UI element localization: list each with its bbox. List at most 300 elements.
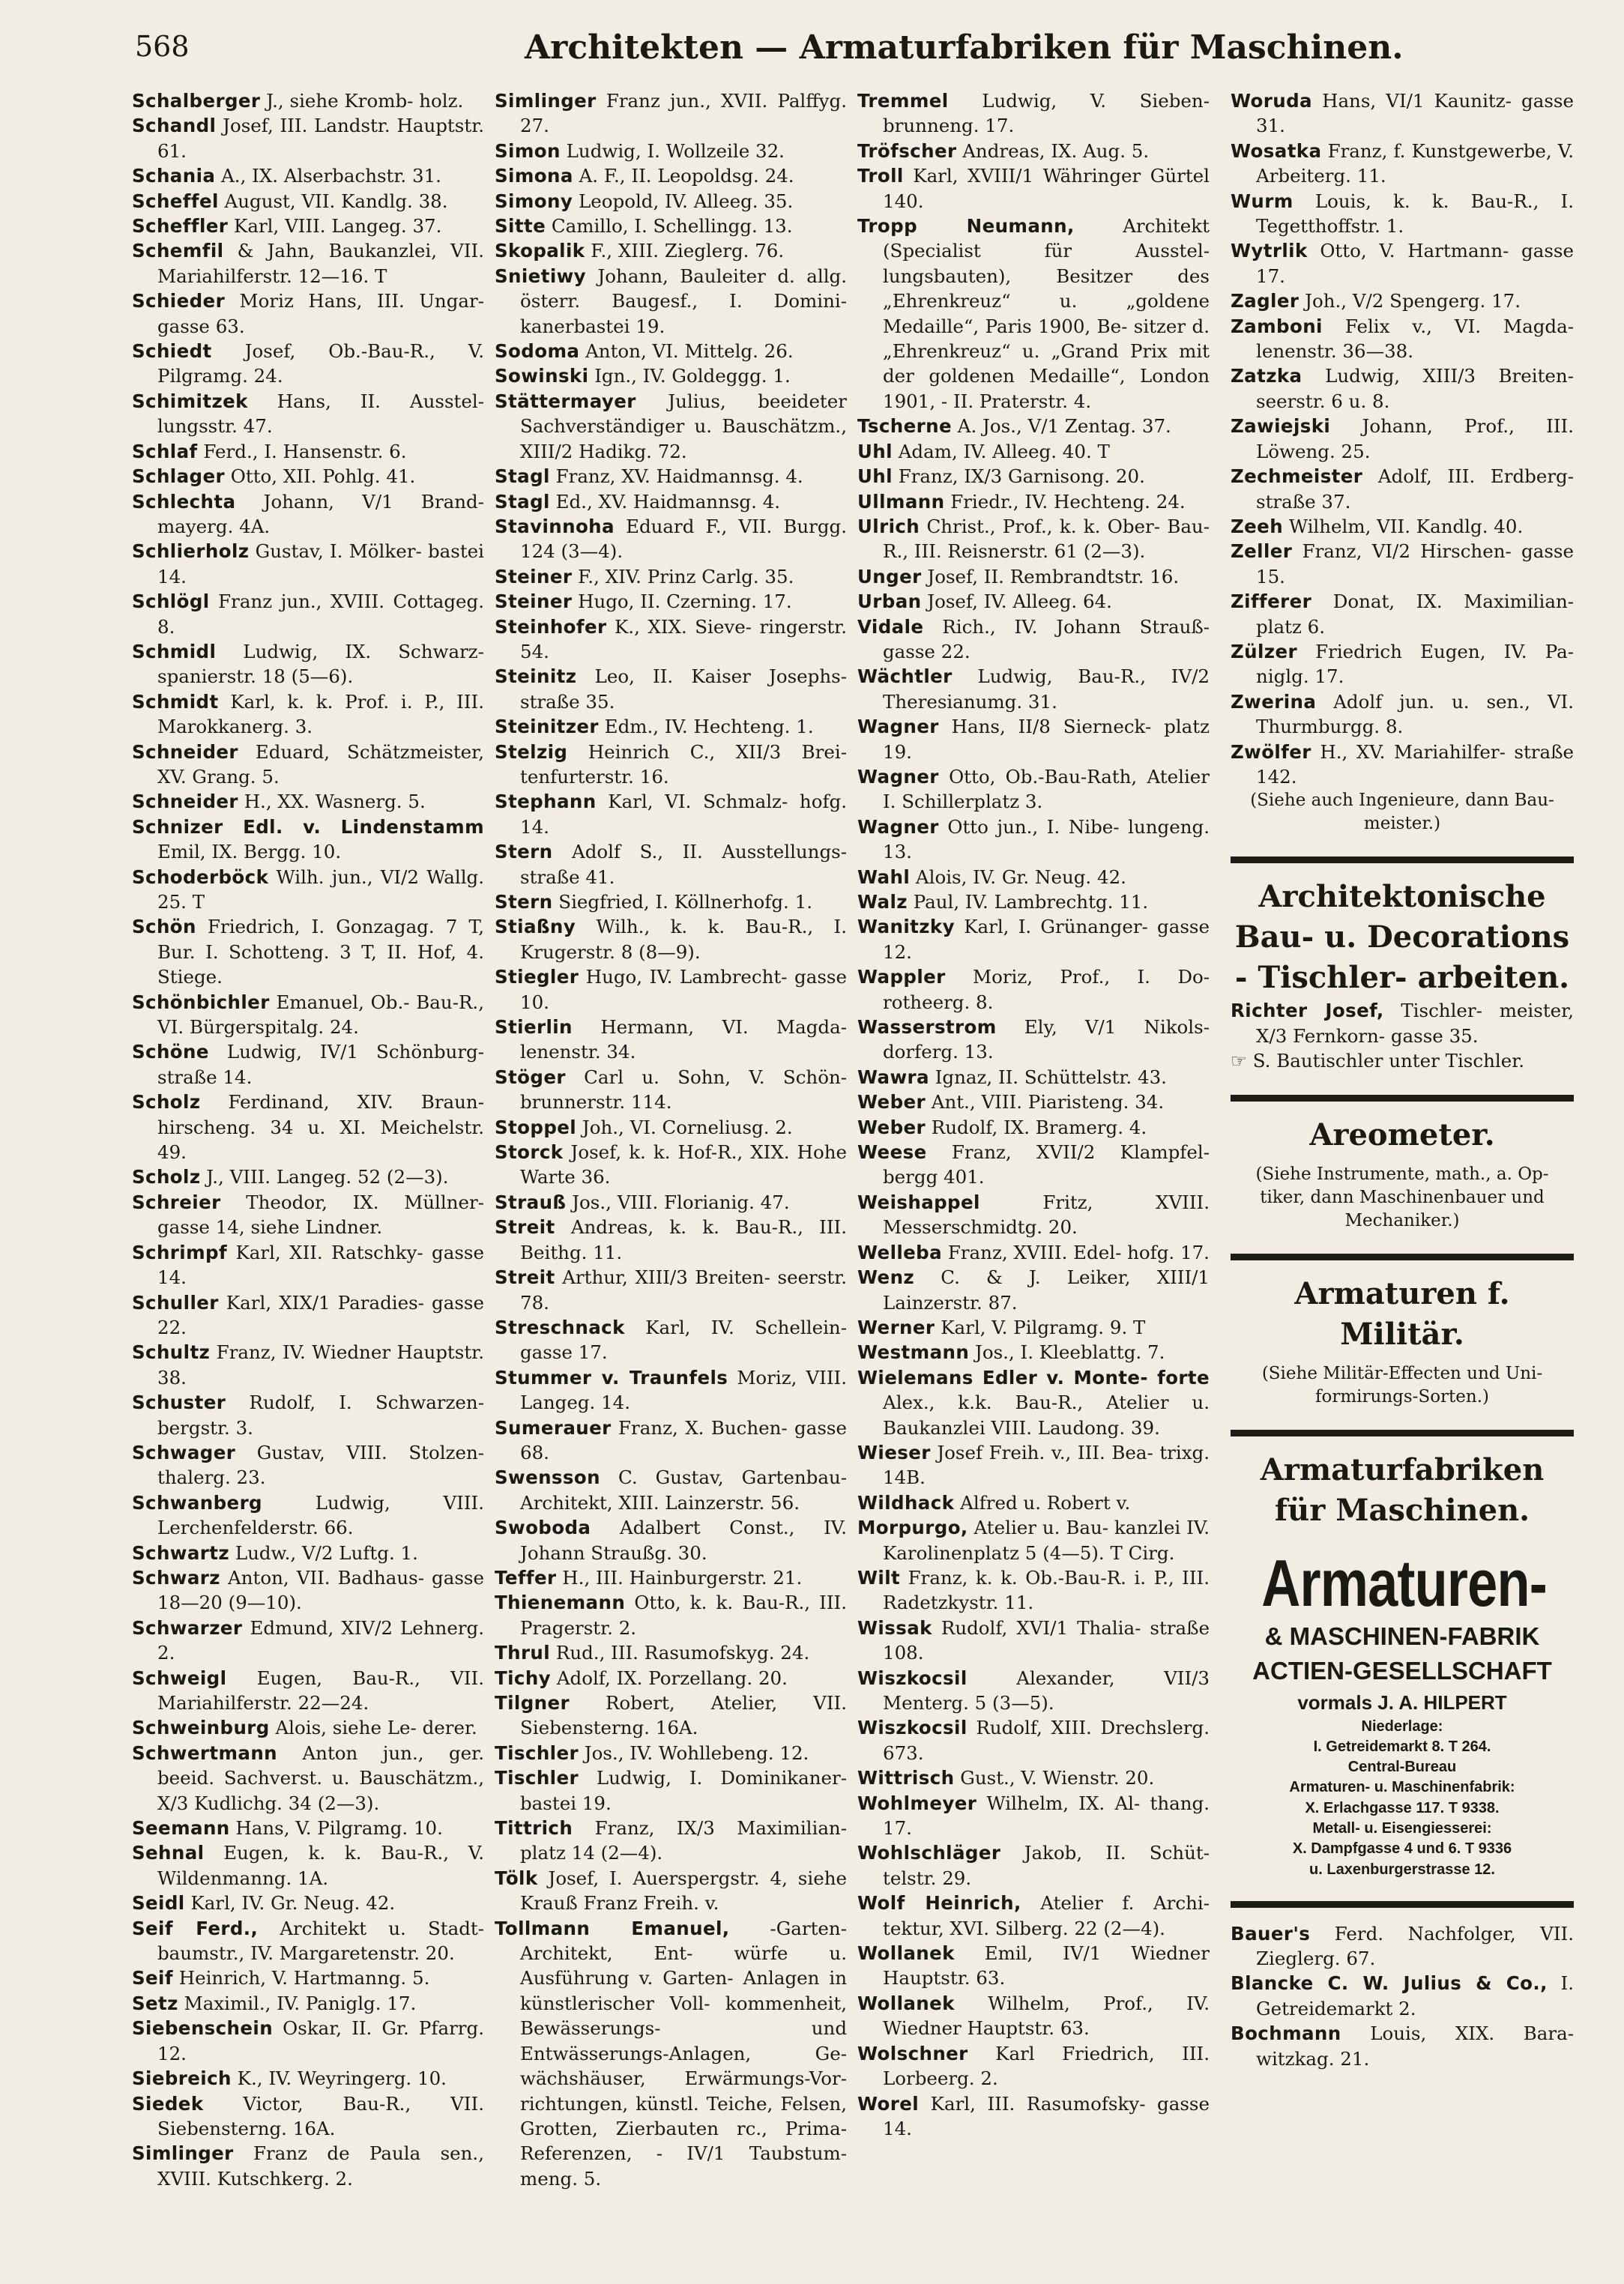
directory-entry <box>132 1440 484 1490</box>
directory-entry <box>495 1416 847 1466</box>
directory-entry <box>495 789 847 839</box>
directory-entry <box>132 689 484 740</box>
entry-details: Hans, VI/1 Kaunitz- gasse 31. <box>1256 90 1574 137</box>
cross-reference-note: (Siehe auch Ingenieure, dann Bau- meister.) <box>1250 791 1554 834</box>
directory-entry <box>495 1590 847 1640</box>
directory-entry <box>1231 189 1574 239</box>
section-heading-areometer: Areometer. <box>1309 1117 1495 1152</box>
entry-name: Ullmann <box>857 490 945 513</box>
entry-name: Wohlschläger <box>857 1842 1001 1864</box>
entry-name: Seidl <box>132 1892 185 1915</box>
entry-details: Maximil., IV. Paniglg. 17. <box>178 1992 417 2014</box>
entry-name: Unger <box>857 565 922 587</box>
entry-name: Bochmann <box>1231 2022 1341 2045</box>
directory-entry <box>132 1816 484 1840</box>
entry-name: Schlaf <box>132 440 198 462</box>
entry-details: Alois, siehe Le- derer. <box>269 1717 477 1739</box>
entry-details: Franz, IX/3 Maximilian- platz 14 (2—4). <box>520 1817 847 1864</box>
directory-entry <box>495 564 847 589</box>
entry-name: Wasserstrom <box>857 1016 997 1039</box>
entry-name: Weese <box>857 1141 927 1164</box>
entry-name: Stierlin <box>495 1016 573 1039</box>
entry-details: Arthur, XIII/3 Breiten- seerstr. 78. <box>520 1266 847 1314</box>
advertisement-hilpert <box>1231 1547 1574 1880</box>
entry-name: Wittrisch <box>857 1767 955 1789</box>
entry-name: Schemfil <box>132 240 224 262</box>
directory-entry <box>132 1666 484 1716</box>
ad-label: Niederlage: <box>1361 1717 1443 1735</box>
entry-name: Strauß <box>495 1191 567 1213</box>
directory-entry <box>132 214 484 238</box>
entry-name: Snietiwy <box>495 265 587 287</box>
directory-entry <box>857 489 1210 514</box>
directory-entry <box>857 1140 1210 1190</box>
entry-name: Stagl <box>495 465 550 488</box>
directory-entry <box>495 1265 847 1315</box>
entry-name: Skopalik <box>495 240 585 262</box>
directory-entry <box>132 1741 484 1816</box>
directory-entry <box>495 589 847 614</box>
entry-details: August, VII. Kandlg. 38. <box>218 190 448 212</box>
directory-entry <box>132 539 484 589</box>
column-3 <box>857 88 1210 2141</box>
entry-details: Siegfried, I. Köllnerhofg. 1. <box>552 891 813 913</box>
entry-details: Ludwig, I. Wollzeile 32. <box>560 139 785 162</box>
entry-name: Schwager <box>132 1441 236 1463</box>
page-number: 568 <box>135 30 190 63</box>
entry-details: Adolf S., II. Ausstellungs- straße 41. <box>520 841 847 888</box>
entry-name: Steiner <box>495 565 573 587</box>
directory-entry <box>495 1640 847 1665</box>
directory-entry <box>495 1691 847 1741</box>
directory-entry <box>1231 1921 1574 1972</box>
entry-name: Tichy <box>495 1667 552 1689</box>
entry-name: Stiaßny <box>495 916 576 938</box>
entry-details: Felix v., VI. Magda- lenenstr. 36—38. <box>1256 315 1574 363</box>
entry-name: Zeeh <box>1231 515 1284 537</box>
entry-name: Schmidt <box>132 690 219 713</box>
entry-details: Fritz, XVIII. Messerschmidtg. 20. <box>883 1191 1210 1239</box>
entry-name: Steinitz <box>495 665 577 688</box>
directory-entry <box>857 614 1210 665</box>
entry-details: Hans, II. Ausstel- lungsstr. 47. <box>157 390 484 438</box>
entry-details: Johann, Bauleiter d. allg. österr. Baugesf., I. Domini- kanerbastei 19. <box>520 265 847 337</box>
entry-details: Atelier u. Bau- kanzlei IV. Karolinenplatz 5 (4—5). T Cirg. <box>883 1517 1210 1564</box>
directory-entry <box>495 1741 847 1765</box>
entry-name: Wielemans Edler v. Monte- forte <box>857 1366 1210 1389</box>
entry-name: Simona <box>495 165 573 187</box>
directory-entry <box>857 1240 1210 1265</box>
entry-details: Otto jun., I. Nibe- lungeng. 13. <box>883 815 1210 863</box>
entry-details: Karl, k. k. Prof. i. P., III. Marokkanerg. 3. <box>157 690 484 738</box>
entry-name: Swensson <box>495 1466 600 1489</box>
directory-entry <box>132 238 484 288</box>
entry-details: Karl, I. Grünanger- gasse 12. <box>883 916 1210 963</box>
entry-details: Gustav, I. Mölker- bastei 14. <box>157 540 484 587</box>
directory-entry <box>132 439 484 464</box>
entry-details: H., XX. Wasnerg. 5. <box>238 791 426 813</box>
entry-name: Zwerina <box>1231 690 1317 713</box>
entry-name: Zifferer <box>1231 590 1312 613</box>
directory-entry <box>495 1816 847 1866</box>
directory-entry <box>1231 1971 1574 2021</box>
entry-name: Seemann <box>132 1817 230 1840</box>
directory-entry <box>132 1090 484 1164</box>
directory-entry <box>495 1115 847 1140</box>
entry-details: F., XIII. Zieglerg. 76. <box>585 240 785 262</box>
directory-entry <box>495 1190 847 1215</box>
entry-details: Josef, IV. Alleeg. 64. <box>921 590 1112 613</box>
entry-details: K., XIX. Sieve- ringerstr. 54. <box>520 615 847 662</box>
directory-entry <box>857 1490 1210 1515</box>
entry-details: Theodor, IX. Müllner- gasse 14, siehe Lindner. <box>157 1191 484 1239</box>
entry-name: Schlechta <box>132 490 236 513</box>
entry-name: Wolschner <box>857 2042 968 2064</box>
entry-details: Jos., I. Kleeblattg. 7. <box>969 1341 1165 1364</box>
entry-name: Storck <box>495 1141 564 1164</box>
column-2 <box>495 88 847 2191</box>
directory-entry <box>857 1715 1210 1765</box>
entry-name: Seif <box>132 1967 173 1990</box>
entry-name: Tischler <box>495 1741 579 1764</box>
entry-details: Rudolf, I. Schwarzen- bergstr. 3. <box>157 1392 484 1439</box>
entry-details: Rudolf, IX. Bramerg. 4. <box>926 1116 1147 1138</box>
entry-details: Eduard F., VII. Burgg. 124 (3—4). <box>520 515 847 563</box>
entry-details: Karl, VI. Schmalz- hofg. 14. <box>520 791 847 838</box>
entry-name: Uhl <box>857 440 893 462</box>
directory-entry <box>1231 314 1574 364</box>
entry-name: Uhl <box>857 465 893 488</box>
entry-name: Schnizer Edl. v. Lindenstamm <box>132 815 484 838</box>
directory-entry <box>857 1340 1210 1365</box>
directory-entry <box>857 664 1210 714</box>
entry-details: Eduard, Schätzmeister, XV. Grang. 5. <box>157 740 484 788</box>
entry-details: Josef, I. Auerspergstr. 4, siehe Krauß Franz Freih. v. <box>520 1867 847 1915</box>
entry-details: Joh., V/2 Spengerg. 17. <box>1299 290 1521 312</box>
entry-name: Thienemann <box>495 1592 626 1614</box>
entry-name: Tropp Neumann, <box>857 215 1075 238</box>
entry-name: Zatzka <box>1231 365 1302 387</box>
entry-name: Schlager <box>132 465 225 488</box>
directory-entry <box>132 339 484 389</box>
directory-entry <box>495 839 847 889</box>
entry-name: Wenz <box>857 1266 915 1289</box>
entry-name: Sehnal <box>132 1842 205 1864</box>
directory-entry <box>132 1840 484 1891</box>
entry-details: Oskar, II. Gr. Pfarrg. 12. <box>157 2017 484 2064</box>
entry-details: Otto, V. Hartmann- gasse 17. <box>1256 240 1574 287</box>
directory-entry <box>495 889 847 914</box>
entry-details: Wilhelm, Prof., IV. Wiedner Hauptstr. 63. <box>883 1992 1210 2040</box>
page-heading: Architekten — Armaturfabriken für Maschinen. <box>525 28 1404 67</box>
directory-entry <box>495 389 847 464</box>
entry-name: Schieder <box>132 290 226 312</box>
entry-details: Paul, IV. Lambrechtg. 11. <box>907 891 1149 913</box>
section-divider <box>1231 856 1574 863</box>
entry-name: Schwarzer <box>132 1616 243 1639</box>
directory-entry <box>132 1190 484 1240</box>
directory-entry <box>857 1991 1210 2041</box>
directory-entry <box>857 1065 1210 1090</box>
directory-entry <box>495 964 847 1015</box>
entry-details: Karl, V. Pilgramg. 9. T <box>935 1316 1146 1338</box>
directory-entry <box>857 1315 1210 1340</box>
entry-details: Karl, III. Rasumofsky- gasse 14. <box>883 2092 1210 2139</box>
entry-details: Architekt (Specialist für Ausstel- lungsbauten), Besitzer des „Ehrenkreuz“ u. „goldene Medaille“, Paris 1900, Be- sitzer d. „Ehrenkreuz“ u. „Grand Prix mit der goldenen Medaille“, London 1901, - II. Praterstr. 4. <box>883 215 1210 412</box>
entry-details: Rudolf, XIII. Drechslerg. 673. <box>883 1717 1210 1764</box>
entry-details: Heinrich, V. Hartmanng. 5. <box>172 1967 430 1990</box>
entry-name: Worel <box>857 2092 920 2115</box>
entry-details: K., IV. Weyringerg. 10. <box>231 2067 447 2090</box>
ad-label: Metall- u. Eisengiesserei: <box>1312 1819 1492 1837</box>
entry-name: Schlögl <box>132 590 210 613</box>
directory-entry <box>132 1340 484 1390</box>
entry-details: Franz, f. Kunstgewerbe, V. Arbeiterg. 11. <box>1256 139 1574 187</box>
directory-entry <box>132 1290 484 1341</box>
entry-name: Schönbichler <box>132 991 270 1013</box>
entry-name: Schwartz <box>132 1541 230 1564</box>
entry-details: -Garten-Architekt, Ent- würfe u. Ausführung v. Garten- Anlagen in künstlerischer Voll- kommenheit, Bewässerungs- und Entwässerungs-Anlagen, Ge- wächshäuser, Erwärmungs-Vor- richtungen, künstl. Teiche, Felsen, Grotten, Zierbauten rc., Prima- Referenzen, - IV/1 Taubstum- meng. 5. <box>520 1917 847 2190</box>
ad-line: ACTIEN-GESELLSCHAFT <box>1252 1656 1552 1685</box>
entry-name: Troll <box>857 165 904 187</box>
directory-entry <box>495 1916 847 2191</box>
entry-details: Andreas, IX. Aug. 5. <box>956 139 1150 162</box>
directory-entry <box>1231 689 1574 740</box>
entry-name: Wollanek <box>857 1942 955 1965</box>
section-divider <box>1231 1901 1574 1908</box>
directory-entry <box>495 1515 847 1565</box>
entry-name: Tischler <box>495 1767 579 1789</box>
entry-name: Schweigl <box>132 1667 227 1689</box>
entry-details: Leopold, IV. Alleeg. 35. <box>573 190 794 212</box>
directory-entry <box>857 714 1210 764</box>
directory-entry <box>132 1616 484 1666</box>
entry-details: Anton, VII. Badhaus- gasse 18—20 (9—10). <box>157 1566 484 1614</box>
entry-name: Teffer <box>495 1566 557 1589</box>
directory-entry <box>1231 88 1574 139</box>
entry-details: C. Gustav, Gartenbau- Architekt, XIII. Lainzerstr. 56. <box>520 1466 847 1514</box>
section-heading-bau-tischler: Architektonische Bau- u. Decorations - Tischler- arbeiten. <box>1234 879 1570 996</box>
entry-name: Schmidl <box>132 640 217 662</box>
directory-entry <box>495 264 847 339</box>
directory-entry <box>857 1765 1210 1790</box>
entry-name: Sitte <box>495 215 546 238</box>
entry-details: Ludwig, Bau-R., IV/2 Theresianumg. 31. <box>883 665 1210 713</box>
entry-name: Schiedt <box>132 340 212 363</box>
entry-details: J., siehe Kromb- holz. <box>260 90 464 112</box>
entry-name: Simlinger <box>132 2142 234 2165</box>
ad-line: vormals J. A. HILPERT <box>1297 1691 1507 1714</box>
directory-entry <box>495 1565 847 1590</box>
ad-text: X. Erlachgasse 117. T 9338. <box>1305 1799 1500 1816</box>
entry-details: A. F., II. Leopoldsg. 24. <box>573 165 794 187</box>
entry-details: Franz, XVIII. Edel- hofg. 17. <box>942 1241 1210 1263</box>
entry-details: Alexander, VII/3 Menterg. 5 (3—5). <box>883 1667 1210 1714</box>
entry-details: H., III. Hainburgerstr. 21. <box>556 1566 803 1589</box>
entry-name: Tölk <box>495 1867 538 1889</box>
directory-entry <box>857 1440 1210 1490</box>
entry-details: Josef, k. k. Hof-R., XIX. Hohe Warte 36. <box>520 1141 847 1188</box>
directory-entry <box>857 1365 1210 1440</box>
entry-details: Adalbert Const., IV. Johann Straußg. 30. <box>520 1517 847 1564</box>
entry-name: Schania <box>132 165 216 187</box>
entry-name: Wagner <box>857 815 939 838</box>
entry-name: Schrimpf <box>132 1241 228 1263</box>
directory-entry <box>1231 514 1574 539</box>
directory-entry <box>132 464 484 489</box>
entry-name: Stoppel <box>495 1116 577 1138</box>
entry-details: Friedrich, I. Gonzagag. 7 T, Bur. I. Schotteng. 3 T, II. Hof, 4. Stiege. <box>157 916 484 988</box>
entry-details: Adolf, IX. Porzellang. 20. <box>551 1667 788 1689</box>
directory-entry <box>495 1315 847 1365</box>
entry-details: Karl, IV. Gr. Neug. 42. <box>184 1892 396 1915</box>
entry-name: Wohlmeyer <box>857 1792 977 1814</box>
entry-name: Siedek <box>132 2092 204 2115</box>
directory-entry <box>495 339 847 363</box>
section-divider <box>1231 1095 1574 1102</box>
directory-entry <box>1231 139 1574 189</box>
directory-entry <box>495 139 847 163</box>
directory-entry <box>495 614 847 665</box>
ad-text: X. Dampfgasse 4 und 6. T 9336 <box>1292 1840 1512 1857</box>
entry-name: Stelzig <box>495 740 568 763</box>
entry-name: Ulrich <box>857 515 920 537</box>
ad-title: Armaturen- <box>1261 1545 1547 1620</box>
entry-details: Ed., XV. Haidmannsg. 4. <box>549 490 781 513</box>
entry-name: Weber <box>857 1116 926 1138</box>
entry-name: Wildhack <box>857 1491 955 1514</box>
entry-name: Sowinski <box>495 365 589 387</box>
entry-name: Seif Ferd., <box>132 1917 259 1939</box>
entry-details: Franz, IV. Wiedner Hauptstr. 38. <box>157 1341 484 1389</box>
entry-name: Scholz <box>132 1166 201 1188</box>
entry-name: Werner <box>857 1316 935 1338</box>
entry-details: Julius, beeideter Sachverständiger u. Bauschätzm., XIII/2 Hadikg. 72. <box>520 390 847 462</box>
entry-details: Ign., IV. Goldeggg. 1. <box>588 365 791 387</box>
directory-entry <box>857 1190 1210 1240</box>
directory-entry <box>132 589 484 639</box>
directory-entry <box>495 714 847 739</box>
entry-name: Zechmeister <box>1231 465 1363 488</box>
entry-name: Schlierholz <box>132 540 250 563</box>
column-1 <box>132 88 484 2191</box>
directory-entry <box>857 439 1210 464</box>
directory-entry <box>495 214 847 238</box>
ad-line: & MASCHINEN-FABRIK <box>1264 1622 1540 1650</box>
entry-details: Otto, Ob.-Bau-Rath, Atelier I. Schillerplatz 3. <box>883 765 1210 813</box>
entry-details: Franz, k. k. Ob.-Bau-R. i. P., III. Radetzkystr. 11. <box>883 1566 1210 1614</box>
entry-details: Andreas, k. k. Bau-R., III. Beithg. 11. <box>520 1216 847 1263</box>
entry-details: Jos., VIII. Florianig. 47. <box>566 1191 790 1213</box>
entry-name: Wawra <box>857 1066 929 1088</box>
directory-entry <box>1231 414 1574 464</box>
ad-text: I. Getreidemarkt 8. T 264. <box>1313 1738 1491 1755</box>
directory-entry <box>132 2016 484 2066</box>
entry-details: Adam, IV. Alleeg. 40. T <box>892 440 1110 462</box>
directory-entry <box>857 214 1210 414</box>
entry-name: Stern <box>495 841 553 863</box>
directory-entry <box>857 1565 1210 1616</box>
directory-entry <box>132 865 484 915</box>
entry-details: Franz, IX/3 Garnisong. 20. <box>892 465 1145 488</box>
entry-details: Alois, IV. Gr. Neug. 42. <box>910 865 1126 888</box>
directory-entry <box>857 1015 1210 1065</box>
entry-name: Wiszkocsil <box>857 1717 968 1739</box>
entry-details: & Jahn, Baukanzlei, VII. Mariahilferstr. 12—16. T <box>157 240 484 287</box>
directory-entry <box>857 1666 1210 1716</box>
entry-details: Victor, Bau-R., VII. Siebensterng. 16A. <box>157 2092 484 2139</box>
directory-entry <box>495 1215 847 1265</box>
entry-details: Louis, k. k. Bau-R., I. Tegetthoffstr. 1. <box>1256 190 1574 238</box>
entry-name: Schimitzek <box>132 390 248 412</box>
entry-details: Ferd., I. Hansenstr. 6. <box>197 440 407 462</box>
directory-entry <box>495 914 847 964</box>
entry-details: Franz jun., XVIII. Cottageg. 8. <box>157 590 484 638</box>
entry-name: Wurm <box>1231 190 1294 212</box>
entry-name: Stern <box>495 891 553 913</box>
directory-entry <box>495 1465 847 1515</box>
entry-details: Hans, V. Pilgramg. 10. <box>229 1817 443 1840</box>
entry-name: Woruda <box>1231 90 1312 112</box>
entry-name: Tröfscher <box>857 139 957 162</box>
column-4-entries <box>1231 88 1574 789</box>
entry-details: Franz, XVII/2 Klampfel- bergg 401. <box>883 1141 1210 1188</box>
directory-entry <box>1231 539 1574 589</box>
directory-entry <box>495 238 847 263</box>
directory-entry <box>857 589 1210 614</box>
entry-name: Stavinnoha <box>495 515 615 537</box>
directory-entry <box>132 639 484 689</box>
section-heading-armaturfabriken: Armaturfabriken für Maschinen. <box>1260 1451 1545 1528</box>
directory-entry <box>495 1140 847 1190</box>
entry-details: Gust., V. Wienstr. 20. <box>954 1767 1155 1789</box>
directory-entry <box>132 2141 484 2191</box>
entry-name: Wächtler <box>857 665 953 688</box>
directory-entry <box>495 1666 847 1691</box>
entry-details: Ludwig, I. Dominikaner- bastei 19. <box>520 1767 847 1814</box>
ad-text: u. Laxenburgerstrasse 12. <box>1309 1861 1495 1878</box>
directory-entry <box>132 1490 484 1541</box>
directory-entry <box>857 2091 1210 2142</box>
entry-details: Josef Freih. v., III. Bea- trixg. 14B. <box>883 1441 1210 1489</box>
entry-name: Schuller <box>132 1291 219 1314</box>
directory-entry <box>132 189 484 214</box>
entry-name: Stagl <box>495 490 550 513</box>
section-heading-armaturen-militaer: Armaturen f. Militär. <box>1294 1275 1510 1352</box>
directory-entry <box>132 88 484 113</box>
entry-name: Schwertmann <box>132 1741 277 1764</box>
entry-details: Jos., IV. Wohllebeng. 12. <box>578 1741 809 1764</box>
directory-entry <box>857 139 1210 163</box>
directory-entry <box>857 464 1210 489</box>
entry-details: Otto, XII. Pohlg. 41. <box>224 465 416 488</box>
directory-entry <box>132 740 484 790</box>
entry-name: Tremmel <box>857 90 949 112</box>
entry-details: Anton, VI. Mittelg. 26. <box>579 340 794 363</box>
directory-entry <box>1231 998 1574 1048</box>
entry-details: Leo, II. Kaiser Josephs- straße 35. <box>520 665 847 713</box>
entry-name: Stättermayer <box>495 390 636 412</box>
directory-entry <box>857 1891 1210 1941</box>
entry-name: Schoderböck <box>132 865 269 888</box>
entry-details: Joh., VI. Corneliusg. 2. <box>576 1116 793 1138</box>
directory-entry <box>1231 363 1574 414</box>
entry-details: Eugen, k. k. Bau-R., V. Wildenmanng. 1A. <box>157 1842 484 1889</box>
entry-details: J., VIII. Langeg. 52 (2—3). <box>200 1166 449 1188</box>
directory-entry <box>857 163 1210 214</box>
entry-details: Emil, IV/1 Wiedner Hauptstr. 63. <box>883 1942 1210 1990</box>
entry-details: H., XV. Mariahilfer- straße 142. <box>1256 740 1574 788</box>
